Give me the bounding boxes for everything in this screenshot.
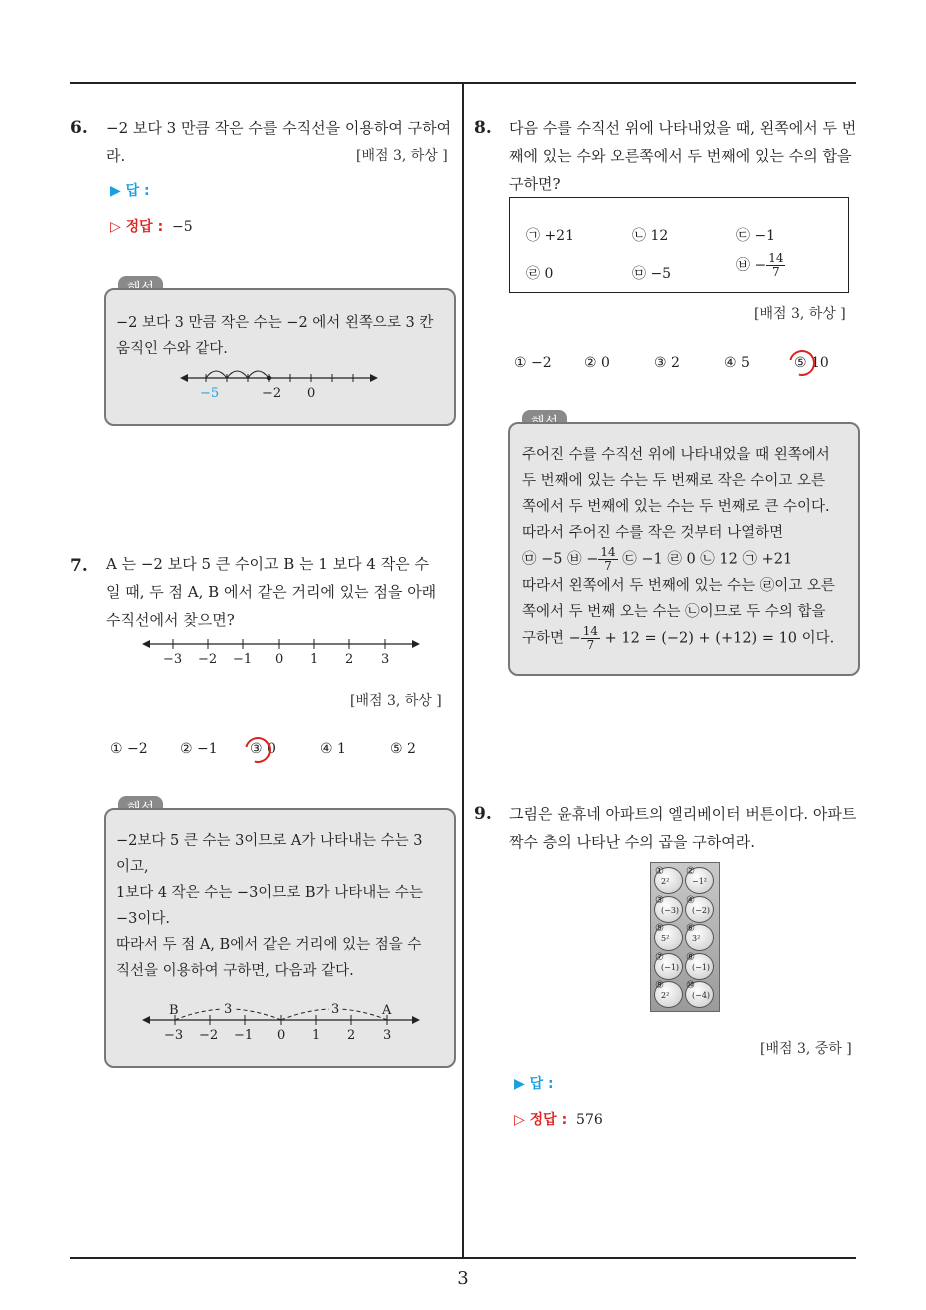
score-label: [배점 3, 중하 ]	[760, 1041, 852, 1057]
floor-number: ①	[655, 866, 664, 877]
question-number: 8.	[474, 118, 492, 138]
explanation-box	[508, 422, 860, 676]
elevator-button	[654, 924, 683, 951]
explanation-line: −2 보다 3 만큼 작은 수는 −2 에서 왼쪽으로 3 칸	[116, 315, 434, 331]
question-line: A 는 −2 보다 5 큰 수이고 B 는 1 보다 4 작은 수	[106, 555, 429, 573]
numline-label: −2	[198, 652, 218, 667]
number-line-diagram	[142, 632, 422, 668]
choice-2[interactable]: ② −1	[180, 741, 218, 757]
explanation-line: −2보다 5 큰 수는 3이므로 A가 나타내는 수는 3	[116, 833, 423, 849]
explanation-line: 쪽에서 두 번째 오는 수는 ㉡이므로 두 수의 합을	[522, 604, 826, 620]
question-text	[509, 800, 869, 856]
choice-1[interactable]: ① −2	[514, 355, 552, 371]
explanation-line: −3이다.	[116, 911, 170, 927]
fraction-denominator: 7	[604, 559, 612, 573]
numline-label: 0	[277, 1028, 286, 1043]
point-label-a: A	[382, 1003, 392, 1018]
numline-label: 1	[312, 1028, 321, 1043]
floor-number: ⑨	[655, 980, 664, 991]
button-value: 2²	[661, 877, 670, 886]
elevator-button	[654, 896, 683, 923]
question-text	[106, 550, 458, 634]
question-line: −2 보다 3 만큼 작은 수를 수직선을 이용하여 구하여	[106, 119, 452, 137]
arc-label: 3	[331, 1002, 340, 1017]
box-item: ㉣ 0	[526, 266, 554, 282]
floor-number: ⑥	[686, 923, 695, 934]
button-value: −1²	[692, 877, 707, 886]
explanation-fragment: 구하면 −	[522, 630, 581, 647]
number-line-diagram	[142, 996, 422, 1046]
numline-label: 3	[381, 652, 390, 667]
selected-choice-mark	[240, 732, 276, 768]
elevator-button	[685, 924, 714, 951]
explanation-line: 두 번째에 있는 수는 두 번째로 작은 수이고 오른	[522, 473, 826, 489]
explanation-fragment: + 12 = (−2) + (+12) = 10 이다.	[604, 630, 835, 647]
question-line: 구하면?	[509, 175, 561, 193]
numline-label: 2	[345, 652, 354, 667]
explanation-line: 따라서 두 점 A, B에서 같은 거리에 있는 점을 수	[116, 937, 422, 953]
choice-4[interactable]: ④ 5	[724, 355, 750, 371]
choice-1[interactable]: ① −2	[110, 741, 148, 757]
question-line: 째에 있는 수와 오른쪽에서 두 번째에 있는 수의 합을	[509, 147, 852, 165]
arc-label: 3	[224, 1002, 233, 1017]
button-value: (−1)	[692, 962, 711, 972]
point-label-b: B	[169, 1003, 179, 1018]
box-item: ㉡ 12	[632, 228, 669, 244]
floor-number: ⑤	[655, 923, 664, 934]
choice-5[interactable]: ⑤ 10	[794, 355, 829, 371]
button-value: (−4)	[692, 991, 711, 1000]
fraction-numerator: 14	[600, 545, 616, 559]
explanation-line: 움직인 수와 같다.	[116, 341, 228, 357]
column-divider	[462, 83, 464, 1258]
elevator-button	[654, 867, 683, 894]
fraction-numerator: 14	[582, 624, 599, 638]
box-item-prefix: ㉥ −	[736, 257, 767, 274]
question-line: 그림은 윤휴네 아파트의 엘리베이터 버튼이다. 아파트	[509, 805, 857, 823]
question-number: 9.	[474, 804, 492, 824]
elevator-button	[654, 981, 683, 1008]
explanation-text	[116, 828, 448, 984]
elevator-button	[654, 953, 683, 980]
elevator-button	[685, 953, 714, 980]
box-item: ㉢ −1	[736, 228, 776, 244]
floor-number: ③	[655, 894, 664, 906]
explanation-line: 주어진 수를 수직선 위에 나타내었을 때 왼쪽에서	[522, 447, 830, 463]
choice-3[interactable]: ③ 2	[654, 355, 680, 371]
explanation-box	[104, 808, 456, 1068]
answer-label: ▶ 답 :	[514, 1076, 554, 1092]
button-value: (−2)	[692, 905, 711, 915]
question-text	[509, 114, 859, 198]
explanation-line	[522, 625, 852, 652]
page-number: 3	[457, 1268, 469, 1289]
numline-label: −2	[262, 386, 282, 400]
elevator-panel-image	[650, 862, 720, 1012]
numline-label: −1	[234, 1028, 254, 1043]
numline-label: −2	[199, 1028, 219, 1043]
numline-label: 3	[383, 1028, 392, 1043]
numline-label: −3	[163, 652, 183, 667]
floor-number: ②	[686, 866, 695, 877]
explanation-line: 이고,	[116, 859, 149, 875]
question-number: 7.	[70, 556, 88, 576]
explanation-fragment: ㉤ −5 ㉥ −	[522, 551, 599, 568]
numline-label: 0	[307, 386, 316, 400]
fraction-denominator: 7	[772, 265, 780, 279]
bottom-rule	[70, 1257, 856, 1259]
numline-label: −5	[200, 386, 220, 400]
correct-value: 576	[576, 1112, 603, 1128]
fraction	[598, 546, 617, 573]
elevator-button	[685, 981, 714, 1008]
box-item	[736, 252, 785, 279]
question-line: 짝수 층의 나타난 수의 곱을 구하여라.	[509, 833, 755, 851]
score-label: [배점 3, 하상 ]	[350, 693, 442, 709]
question-line: 다음 수를 수직선 위에 나타내었을 때, 왼쪽에서 두 번	[509, 119, 857, 137]
box-item: ㉤ −5	[632, 266, 672, 282]
button-value: (−3)	[661, 905, 680, 915]
selected-choice-mark	[784, 345, 820, 381]
explanation-text	[116, 310, 433, 362]
numline-label: 2	[347, 1028, 356, 1043]
explanation-line: 쪽에서 두 번째에 있는 수는 두 번째로 큰 수이다.	[522, 499, 830, 515]
elevator-button	[685, 896, 714, 923]
score-label: [배점 3, 하상 ]	[356, 148, 448, 164]
floor-number: ④	[686, 894, 695, 906]
numline-label: 1	[310, 652, 319, 667]
elevator-button	[685, 867, 714, 894]
choice-3[interactable]: ③ 0	[250, 741, 276, 757]
correct-value: −5	[172, 219, 193, 235]
question-line: 일 때, 두 점 A, B 에서 같은 거리에 있는 점을 아래	[106, 583, 437, 601]
button-value: 2²	[661, 991, 670, 1000]
numbers-box	[509, 197, 849, 293]
explanation-line: 따라서 왼쪽에서 두 번째에 있는 수는 ㉣이고 오른	[522, 578, 835, 594]
fraction	[766, 252, 785, 279]
correct-answer	[110, 216, 193, 236]
numline-label: 0	[275, 652, 284, 667]
explanation-text	[522, 442, 852, 652]
choice-2[interactable]: ② 0	[584, 355, 610, 371]
correct-label: ▷ 정답 :	[110, 219, 164, 235]
explanation-line: 따라서 주어진 수를 작은 것부터 나열하면	[522, 525, 784, 541]
floor-number: ⑩	[686, 980, 695, 991]
number-line-diagram	[180, 360, 380, 400]
button-value: 5²	[661, 934, 670, 943]
choice-4[interactable]: ④ 1	[320, 741, 346, 757]
explanation-line: 1보다 4 작은 수는 −3이므로 B가 나타내는 수는	[116, 885, 423, 901]
question-line: 수직선에서 찾으면?	[106, 611, 235, 629]
choice-5[interactable]: ⑤ 2	[390, 741, 416, 757]
box-item: ㉠ +21	[526, 228, 574, 244]
correct-answer	[514, 1109, 603, 1129]
question-line: 라.	[106, 147, 126, 165]
answer-choices	[110, 741, 450, 761]
explanation-line: 직선을 이용하여 구하면, 다음과 같다.	[116, 963, 354, 979]
answer-label: ▶ 답 :	[110, 183, 150, 199]
floor-number: ⑦	[655, 951, 664, 963]
explanation-box	[104, 288, 456, 426]
score-label: [배점 3, 하상 ]	[754, 306, 846, 322]
explanation-line	[522, 546, 852, 573]
fraction	[581, 625, 600, 652]
explanation-fragment: ㉢ −1 ㉣ 0 ㉡ 12 ㉠ +21	[622, 551, 793, 568]
button-value: (−1)	[661, 962, 680, 972]
question-number: 6.	[70, 118, 88, 138]
floor-number: ⑧	[686, 951, 695, 963]
fraction-numerator: 14	[768, 251, 784, 265]
numline-label: −3	[164, 1028, 184, 1043]
numline-label: −1	[233, 652, 253, 667]
fraction-denominator: 7	[586, 638, 595, 652]
correct-label: ▷ 정답 :	[514, 1112, 568, 1128]
button-value: 3²	[692, 934, 701, 943]
